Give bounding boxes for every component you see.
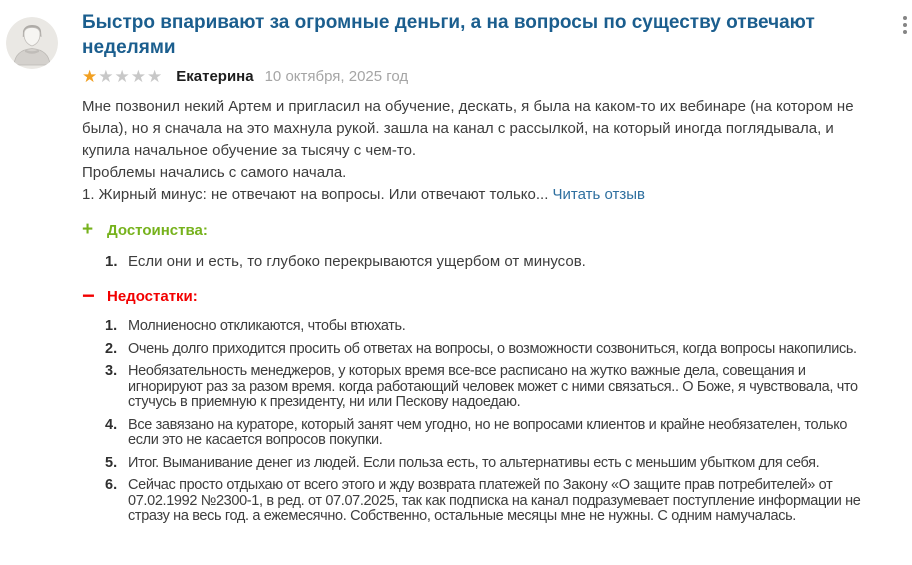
pros-list-item xyxy=(105,252,880,272)
plus-icon: + xyxy=(82,219,94,240)
teaser-text: 1. Жирный минус: не отвечают на вопросы. Или отвечают только... xyxy=(82,186,553,203)
star-rating xyxy=(82,68,163,85)
read-more-link[interactable]: Читать отзыв xyxy=(552,186,646,203)
star-icon: ★ xyxy=(98,67,115,86)
cons-list-item xyxy=(105,478,880,525)
review-body xyxy=(82,96,880,206)
cons-list-item xyxy=(105,418,880,449)
cons-label: Недостатки: xyxy=(107,287,198,305)
review-teaser xyxy=(82,184,880,206)
author-name: Екатерина xyxy=(176,68,254,85)
avatar-placeholder-icon xyxy=(6,17,58,69)
kebab-dot xyxy=(903,16,907,20)
kebab-dot xyxy=(903,30,907,34)
cons-list-item xyxy=(105,319,880,335)
kebab-dot xyxy=(903,23,907,27)
pros-list xyxy=(105,252,880,272)
avatar-column xyxy=(6,17,58,532)
cons-list-item xyxy=(105,342,880,358)
review-paragraph-1: Мне позвонил некий Артем и пригласил на обучение, дескать, я была на каком-то их вебинаре (на котором не была), но я сначала на это махнула рукой. зашла на канал с рассылкой, на который иногда поглядывала, и купила начальное обучение за тысячу с чем-то. xyxy=(82,98,854,159)
cons-item-text: Очень долго приходится просить об ответах на вопросы, о возможности созвониться, когда вопросы накопились. xyxy=(128,340,857,357)
review-date: 10 октября, 2025 год xyxy=(264,68,409,85)
cons-list-item xyxy=(105,456,880,472)
review-title[interactable]: Быстро впаривают за огромные деньги, а на вопросы по существу отвечают неделями xyxy=(82,12,815,58)
pros-item-text: Если они и есть, то глубоко перекрываются ущербом от минусов. xyxy=(128,253,586,270)
pros-label: Достоинства: xyxy=(107,221,208,239)
cons-item-text: Молниеносно откликаются, чтобы втюхать. xyxy=(128,318,406,334)
cons-section-toggle[interactable] xyxy=(82,283,880,308)
minus-icon: − xyxy=(82,283,95,308)
cons-item-text: Необязательность менеджеров, у которых время все-все расписано на жутко важные дела, совещания и игнорируют раз за разом время. когда работающий человек может с ними связаться.. О Боже, я чувствовала, что стучусь в приемную к президенту, ни или Пескову надоедаю. xyxy=(128,363,858,410)
cons-item-text: Сейчас просто отдыхаю от всего этого и жду возврата платежей по Закону «О защите прав потребителей» от 07.02.1992 №2300-1, в ред. от 07.07.2025, так как подписка на канал подразумевает поступление информации не стразу на весь год. а ежемесячно. Собственно, остальные месяцы мне не нужны. С одним намучалась. xyxy=(128,477,861,524)
cons-item-text: Все завязано на кураторе, который занят чем угодно, но не вопросами клиентов и крайне необязателен, только если это не касается вопросов покупки. xyxy=(128,416,848,448)
review-paragraph-2: Проблемы начались с самого начала. xyxy=(82,164,347,181)
review-content xyxy=(58,10,906,532)
star-icon: ★ xyxy=(147,67,164,86)
cons-list xyxy=(105,319,880,525)
kebab-menu-button[interactable] xyxy=(901,14,909,36)
user-avatar-icon[interactable] xyxy=(6,17,58,69)
star-icon: ★ xyxy=(130,67,147,86)
review-meta xyxy=(82,68,880,85)
star-icon: ★ xyxy=(82,67,99,86)
star-icon: ★ xyxy=(114,67,131,86)
cons-item-text: Итог. Выманивание денег из людей. Если польза есть, то альтернативы есть с меньшим убытком для себя. xyxy=(128,454,820,471)
pros-section-toggle[interactable] xyxy=(82,221,880,239)
cons-list-item xyxy=(105,364,880,411)
